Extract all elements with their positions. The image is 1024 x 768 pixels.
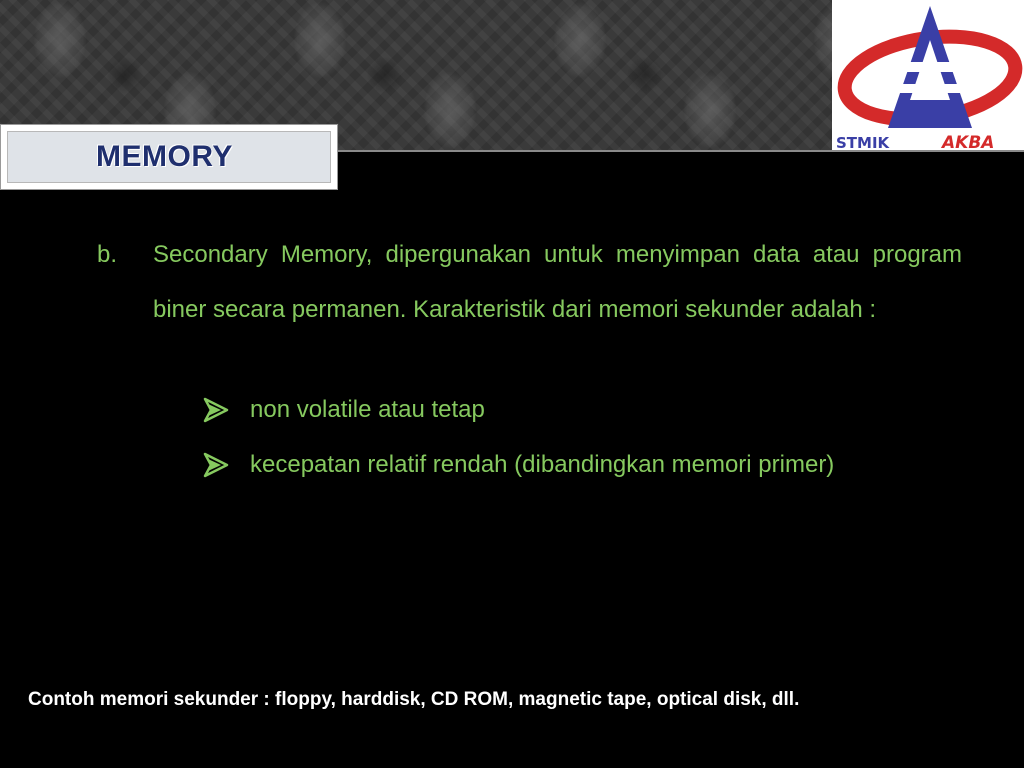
main-paragraph: Secondary Memory, dipergunakan untuk menyimpan data atau program biner secara permanen. Karakteristik dari memori sekunder adalah : (153, 241, 962, 323)
arrow-bullet-icon (202, 396, 230, 424)
bullet-text: non volatile atau tetap (250, 396, 485, 423)
page-title: MEMORY (96, 140, 233, 173)
footer-note: Contoh memori sekunder : floppy, harddisk, CD ROM, magnetic tape, optical disk, dll. (28, 689, 800, 710)
arrow-bullet-icon (202, 451, 230, 479)
bullet-text: kecepatan relatif rendah (dibandingkan memori primer) (250, 451, 835, 478)
list-marker: b. (97, 241, 118, 268)
logo-text-right: AKBA (942, 133, 995, 150)
logo-text-left: STMIK (836, 134, 890, 150)
